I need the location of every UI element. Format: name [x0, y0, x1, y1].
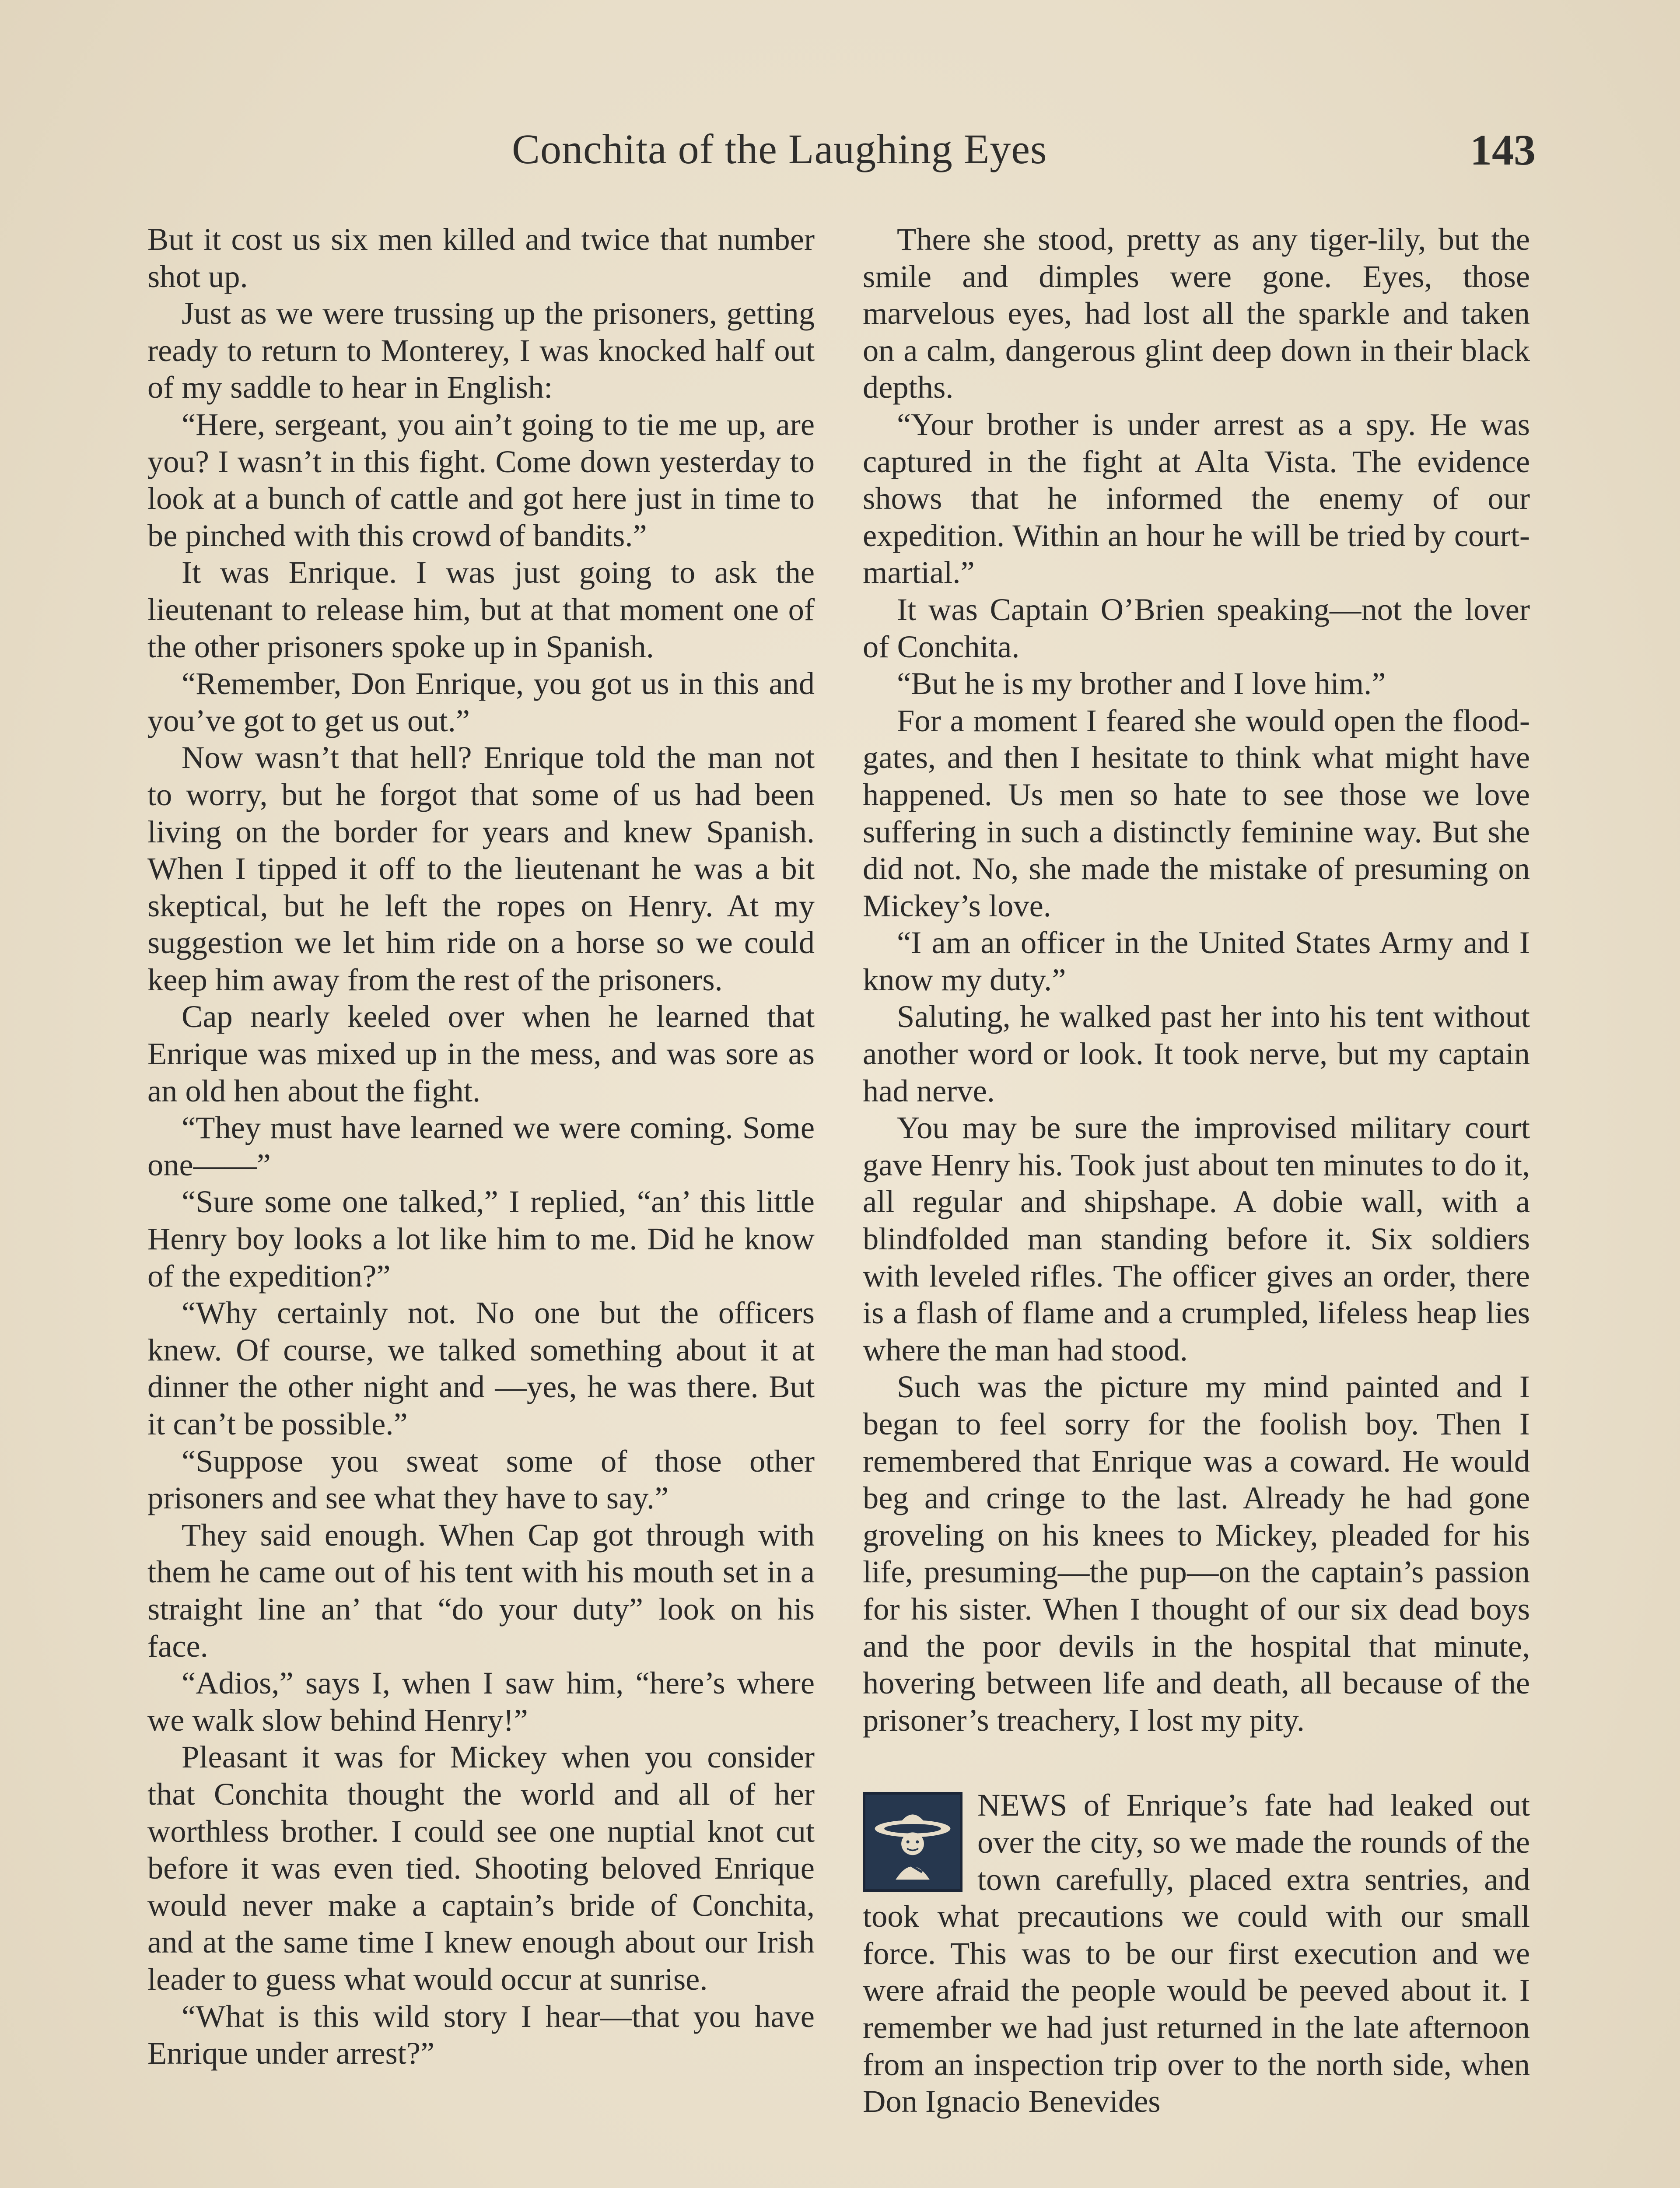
- running-head: [0, 125, 1680, 186]
- section-opening-paragraph: NEWS of Enrique’s fate had leaked out over the city, so we made the rounds of the town carefully, placed extra sentries, and took what precautions we could with our small force. This was to be our first execution and we were afraid the people would be peeved about it. I remember we had just returned in the late afternoon from an inspection trip over to the north side, when Don Ignacio Benevides: [863, 1787, 1530, 2119]
- paragraph: You may be sure the improvised military court gave Henry his. Took just about ten minutes to do it, all regular and shipshape. A dobie wall, with a blindfolded man standing before it. Six soldiers with leveled rifles. The officer gives an order, there is a flash of flame and a crumpled, lifeless heap lies where the man had stood.: [863, 1110, 1530, 1368]
- paragraph: It was Enrique. I was just going to ask the lieutenant to release him, but at that moment one of the other prisoners spoke up in Spanish.: [147, 554, 815, 664]
- section-break: [863, 1739, 1530, 1787]
- sombrero-figure-icon: [863, 1792, 962, 1892]
- paragraph: “But he is my brother and I love him.”: [897, 666, 1386, 701]
- left-column: [147, 221, 815, 2072]
- paragraph: Just as we were trussing up the prisoners, getting ready to return to Monterey, I was knocked half out of my saddle to hear in English:: [147, 295, 815, 405]
- paragraph: They said enough. When Cap got through with them he came out of his tent with his mouth set in a straight line an’ that “do your duty” look on his face.: [147, 1517, 815, 1664]
- section-opening: [863, 1787, 1530, 2120]
- paragraph: “Suppose you sweat some of those other prisoners and see what they have to say.”: [147, 1443, 815, 1516]
- page-number: 143: [1470, 126, 1536, 174]
- paragraph: “Sure some one talked,” I replied, “an’ this little Henry boy looks a lot like him to me. Did he know of the expedition?”: [147, 1184, 815, 1294]
- paragraph: “Here, sergeant, you ain’t going to tie me up, are you? I wasn’t in this fight. Come down yesterday to look at a bunch of cattle and got here just in time to be pinched with this crowd of bandits.”: [147, 406, 815, 553]
- paragraph: Now wasn’t that hell? Enrique told the man not to worry, but he forgot that some of us had been living on the border for years and knew Spanish. When I tipped it off to the lieutenant he was a bit skeptical, but he left the ropes on Henry. At my suggestion we let him ride on a horse so we could keep him away from the rest of the prisoners.: [147, 740, 815, 997]
- paragraph: “They must have learned we were coming. Some one——”: [147, 1110, 815, 1182]
- paragraph: Saluting, he walked past her into his tent without another word or look. It took nerve, but my captain had nerve.: [863, 999, 1530, 1108]
- paragraph: “Remember, Don Enrique, you got us in this and you’ve got to get us out.”: [147, 666, 815, 738]
- paragraph: “Why certainly not. No one but the officers knew. Of course, we talked something about it at dinner the other night and —yes, he was there. But it can’t be possible.”: [147, 1295, 815, 1441]
- paragraph: Cap nearly keeled over when he learned that Enrique was mixed up in the mess, and was sore as an old hen about the fight.: [147, 999, 815, 1108]
- paragraph: “I am an officer in the United States Army and I know my duty.”: [863, 925, 1530, 997]
- paragraph: There she stood, pretty as any tiger-lily, but the smile and dimples were gone. Eyes, those marvelous eyes, had lost all the sparkle and taken on a calm, dangerous glint deep down in their black depths.: [863, 221, 1530, 405]
- paragraph: “What is this wild story I hear—that you have Enrique under arrest?”: [147, 1998, 815, 2071]
- paragraph: For a moment I feared she would open the flood-gates, and then I hesitate to think what might have happened. Us men so hate to see those we love suffering in such a distinctly feminine way. But she did not. No, she made the mistake of presuming on Mickey’s love.: [863, 702, 1530, 923]
- paragraph: But it cost us six men killed and twice that number shot up.: [147, 221, 815, 294]
- running-title: Conchita of the Laughing Eyes: [512, 126, 1047, 172]
- paragraph: “Your brother is under arrest as a spy. He was captured in the fight at Alta Vista. The evidence shows that he informed the enemy of our expedition. Within an hour he will be tried by court-martial.”: [863, 406, 1530, 590]
- paragraph: “Adios,” says I, when I saw him, “here’s where we walk slow behind Henry!”: [147, 1665, 815, 1738]
- paragraph: It was Captain O’Brien speaking—not the lover of Conchita.: [863, 591, 1530, 664]
- paragraph: Such was the picture my mind painted and I began to feel sorry for the foolish boy. Then I remembered that Enrique was a coward. He would beg and cringe to the last. Already he had gone groveling on his knees to Mickey, pleaded for his life, presuming—the pup—on the captain’s passion for his sister. When I thought of our six dead boys and the poor devils in the hospital that minute, hovering between life and death, all because of the prisoner’s treachery, I lost my pity.: [863, 1369, 1530, 1738]
- right-column: [863, 221, 1530, 2120]
- paragraph: Pleasant it was for Mickey when you consider that Conchita thought the world and all of her worthless brother. I could see one nuptial knot cut before it was even tied. Shooting beloved Enrique would never make a captain’s bride of Conchita, and at the same time I knew enough about our Irish leader to guess what would occur at sunrise.: [147, 1739, 815, 1997]
